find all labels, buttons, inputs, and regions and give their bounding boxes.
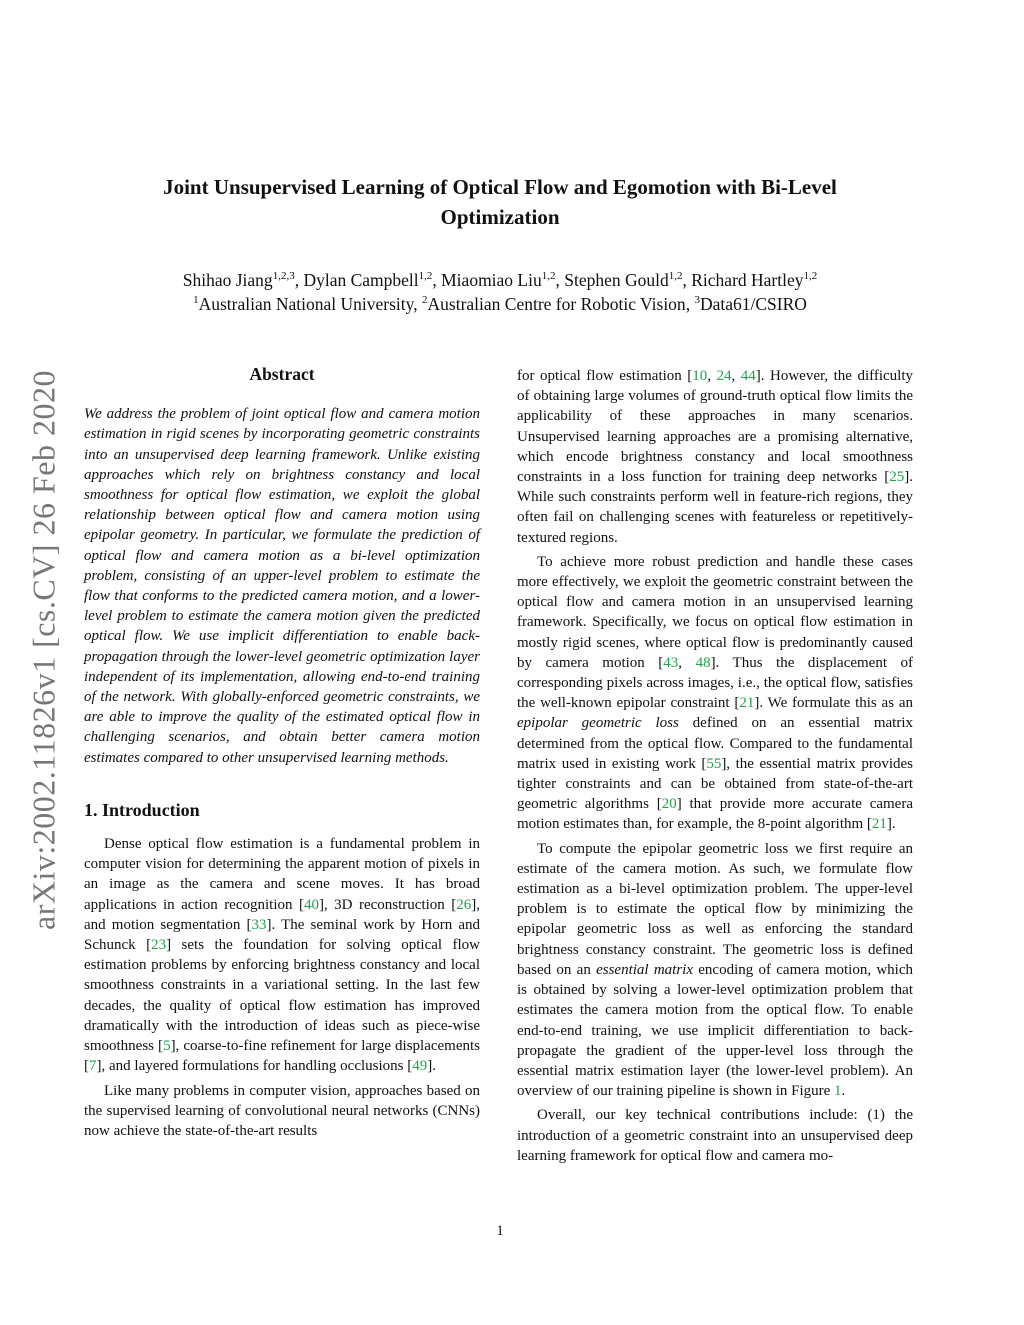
citation-link[interactable]: 40: [303, 896, 319, 913]
section-heading-introduction: 1. Introduction: [84, 799, 200, 820]
emphasized-term: epipolar geometric loss: [517, 715, 679, 732]
citation-link[interactable]: 49: [412, 1058, 428, 1075]
arxiv-sidebar-stamp: [24, 350, 64, 950]
affiliation-list: $^1$Australian National University, $^2$Australian Centre for Robotic Vision, $^3$Data61/CSIRO: [193, 294, 807, 314]
citation-link[interactable]: 5: [163, 1038, 171, 1055]
author-affiliation-mark: 1,2: [541, 270, 556, 283]
citation-link[interactable]: 44: [740, 368, 756, 384]
citation-link[interactable]: 43: [663, 654, 679, 671]
citation-link[interactable]: 24: [716, 368, 732, 384]
abstract-text: We address the problem of joint optical flow and camera motion estimation in rigid scenes by incorporating geometric constraints into an unsupervised deep learning framework. Unlike existing approaches which rely on brightness constancy and local smoothness for optical flow estimation, we exploit the global relationship between optical flow and camera motion using epipolar geometry. In particular, we formulate the prediction of optical flow and camera motion as a bi-level optimization problem, consisting of an upper-level problem to estimate the flow that conforms to the predicted camera motion, and a lower-level problem to estimate the camera motion given the predicted optical flow. We use implicit differentiation to enable back-propagation through the lower-level geometric optimization layer independent of its implementation, allowing end-to-end training of the network. With globally-enforced geometric constraints, we are able to improve the quality of the estimated optical flow in challenging scenarios, and obtain better camera motion estimates compared to other unsupervised learning methods.: [84, 406, 480, 766]
author-name: Stephen Gould: [564, 270, 669, 290]
citation-link[interactable]: 25: [889, 469, 905, 486]
citation-link[interactable]: 21: [871, 816, 887, 833]
author-list: Shihao Jiang$^{1,2,3}$, Dylan Campbell$^{1,2}$, Miaomiao Liu$^{1,2}$, Stephen Gould$^{1,2}$, Richard Hartley$^{1,2}$: [182, 270, 818, 290]
citation-link[interactable]: 1: [834, 1083, 842, 1100]
body-paragraph-4: Overall, our key technical contributions include: (1) the introduction of a geometric constraint into an unsupervised deep learning framework for optical flow and camera mo-: [517, 1107, 913, 1164]
abstract-heading: Abstract: [249, 364, 315, 384]
author-name: Dylan Campbell: [303, 270, 419, 290]
intro-paragraph-2: Like many problems in computer vision, approaches based on the supervised learning of convolutional neural networks (CNNs) now achieve the state-of-the-art results: [84, 1082, 480, 1139]
body-paragraph-3: To compute the epipolar geometric loss we first require an estimate of the camera motion. As such, we formulate flow estimation as a bi-level optimization problem. The upper-level problem is to estimate the optical flow by minimizing the epipolar geometric loss as well as enforcing the standard brightness constancy constraint. The geometric loss is defined based on an essential matrix encoding of camera motion, which is obtained by solving a lower-level optimization problem that estimates the camera motion from the optical flow. To enable end-to-end training, we use implicit differentiation to back-propagate the gradient of the upper-level loss through the essential matrix estimation layer (the lower-level problem). An overview of our training pipeline is shown in Figure 1.: [517, 840, 913, 1100]
author-name: Richard Hartley: [691, 270, 804, 290]
title-line-1: Joint Unsupervised Learning of Optical Flow and Egomotion with Bi-Level: [163, 175, 837, 199]
citation-link[interactable]: 10: [692, 368, 708, 384]
citation-link[interactable]: 23: [151, 937, 167, 954]
affiliation-mark: 2: [422, 294, 428, 307]
author-affiliation-mark: 1,2,3: [272, 270, 295, 283]
right-column: [517, 366, 913, 1170]
emphasized-term: essential matrix: [596, 961, 694, 978]
author-affiliation-mark: 1,2: [803, 270, 818, 283]
citation-link[interactable]: 7: [89, 1058, 97, 1075]
body-paragraph-2: To achieve more robust prediction and handle these cases more effectively, we exploit the geometric constraint between the optical flow and camera motion in an unsupervised learning framework. Specifically, we focus on optical flow estimation in mostly rigid scenes, where optical flow is predominantly caused by camera motion [43, 48]. Thus the displacement of corresponding pixels across images, i.e., the optical flow, satisfies the well-known epipolar constraint [21]. We formulate this as an epipolar geometric loss defined on an essential matrix determined from the optical flow. Compared to the fundamental matrix used in existing work [55], the essential matrix provides tighter constraints and can be obtained from state-of-the-art geometric algorithms [20] that provide more accurate camera motion estimates than, for example, the 8-point algorithm [21].: [517, 553, 914, 833]
citation-link[interactable]: 55: [706, 755, 722, 772]
citation-link[interactable]: 26: [456, 896, 472, 913]
author-name: Shihao Jiang: [182, 270, 273, 290]
citation-link[interactable]: 20: [661, 796, 677, 813]
citation-link[interactable]: 33: [251, 916, 267, 933]
affiliation-name: Data61/CSIRO: [699, 294, 807, 314]
intro-paragraph-1: Dense optical flow estimation is a fundamental problem in computer vision for determining the apparent motion of pixels in an image as the camera and scene moves. It has broad applications in action recognition [40], 3D reconstruction [26], and motion segmentation [33]. The seminal work by Horn and Schunck [23] sets the foundation for solving optical flow estimation problems by enforcing brightness constancy and local smoothness constraints in a variational setting. In the last few decades, the quality of optical flow estimation has improved dramatically with the introduction of ideas such as piece-wise smoothness [5], coarse-to-fine refinement for large displacements [7], and layered formulations for handling occlusions [49].: [84, 836, 481, 1075]
title-line-2: Optimization: [440, 205, 560, 229]
citation-link[interactable]: 21: [739, 695, 755, 712]
affiliation-mark: 1: [193, 294, 199, 307]
affiliation-mark: 3: [694, 294, 700, 307]
left-column: [84, 364, 480, 1145]
author-name: Miaomiao Liu: [441, 270, 542, 290]
arxiv-id: arXiv:2002.11826v1 [cs.CV] 26 Feb 2020: [25, 370, 62, 930]
author-affiliation-mark: 1,2: [418, 270, 433, 283]
affiliation-name: Australian Centre for Robotic Vision: [427, 294, 686, 314]
page-number: 1: [496, 1223, 504, 1239]
paper-title: [100, 172, 900, 232]
citation-link[interactable]: 48: [695, 654, 711, 671]
author-block: [100, 268, 900, 316]
author-affiliation-mark: 1,2: [668, 270, 683, 283]
affiliation-name: Australian National University: [198, 294, 414, 314]
body-paragraph-1: for optical flow estimation [10, 24, 44]. However, the difficulty of obtaining large volumes of ground-truth optical flow limits the applicability of these approaches in many scenarios. Unsupervised learning approaches are a promising alternative, which encode brightness constancy and local smoothness constraints in a loss function for training deep networks [25]. While such constraints perform well in feature-rich regions, they often fail on challenging scenes with featureless or repetitively-textured regions.: [517, 368, 914, 546]
